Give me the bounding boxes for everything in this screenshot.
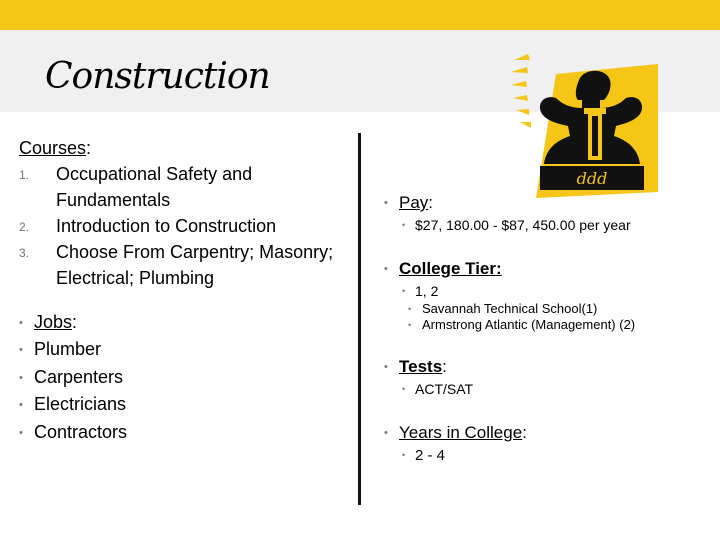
tests-heading-row: • Tests:	[384, 357, 447, 376]
college-tier-heading: College Tier:	[399, 259, 502, 278]
job-text: Electricians	[34, 394, 127, 415]
pay-value-row	[384, 217, 714, 233]
course-text: Choose From Carpentry; Masonry; Electrical; Plumbing	[56, 242, 334, 288]
job-text: Contractors	[34, 421, 128, 442]
tests-value-row	[384, 381, 714, 397]
job-item	[19, 419, 127, 446]
bullet-icon: •	[384, 427, 388, 439]
bullet-icon: •	[19, 399, 23, 412]
column-divider	[358, 133, 361, 505]
pay-heading-row: • Pay:	[384, 193, 434, 212]
top-accent-bar	[0, 0, 720, 30]
courses-list	[19, 161, 339, 291]
bullet-icon: •	[408, 304, 412, 314]
bullet-icon: •	[19, 344, 23, 357]
bullet-icon: •	[384, 361, 388, 373]
job-item	[19, 391, 127, 418]
slide-title: Construction	[45, 56, 270, 97]
course-item	[19, 239, 339, 291]
bullet-icon: •	[384, 197, 388, 209]
course-item	[19, 161, 339, 213]
courses-heading-row: Courses:	[19, 138, 92, 158]
school-item	[384, 301, 714, 317]
school-text: Armstrong Atlantic (Management) (2)	[422, 317, 636, 332]
school-item	[384, 317, 672, 333]
course-text: Occupational Safety and Fundamentals	[56, 164, 253, 210]
bullet-icon: •	[19, 426, 23, 439]
courses-heading: Courses	[19, 138, 87, 158]
job-item	[19, 364, 127, 391]
bullet-icon: •	[402, 384, 406, 394]
bullet-icon: •	[402, 286, 406, 296]
bullet-icon: •	[402, 220, 406, 230]
bullet-icon: •	[408, 320, 412, 330]
sun-ray-icon	[511, 54, 531, 128]
course-item	[19, 213, 339, 239]
logo-caption: ddd	[576, 169, 608, 188]
college-tier-value-row	[384, 283, 714, 299]
job-item	[19, 336, 127, 363]
courses-section	[19, 135, 339, 291]
course-text: Introduction to Construction	[56, 216, 277, 236]
jobs-heading: Jobs	[34, 312, 73, 332]
pay-value: $27, 180.00 - $87, 450.00 per year	[415, 217, 631, 233]
details-section	[384, 193, 714, 464]
years-heading-row: • Years in College:	[384, 423, 527, 442]
construction-worker-icon	[508, 52, 658, 202]
bullet-icon: •	[19, 317, 23, 329]
pay-heading: Pay	[399, 193, 429, 212]
job-text: Carpenters	[34, 366, 124, 387]
bullet-icon: •	[19, 371, 23, 384]
years-value: 2 - 4	[415, 447, 446, 464]
course-number: 1.	[19, 168, 30, 182]
jobs-heading-row: • Jobs:	[19, 309, 127, 336]
bullet-icon: •	[384, 263, 388, 275]
school-text: Savannah Technical School(1)	[422, 301, 598, 316]
college-tier-heading-row	[384, 259, 714, 279]
years-heading: Years in College	[399, 423, 523, 442]
course-number: 3.	[19, 246, 30, 260]
tests-value: ACT/SAT	[415, 381, 474, 397]
tests-heading: Tests	[399, 357, 443, 376]
years-value-row	[384, 447, 714, 464]
job-text: Plumber	[34, 339, 102, 360]
college-tier-value: 1, 2	[415, 283, 439, 299]
course-number: 2.	[19, 220, 30, 234]
bullet-icon: •	[402, 450, 406, 460]
jobs-section	[19, 309, 127, 446]
